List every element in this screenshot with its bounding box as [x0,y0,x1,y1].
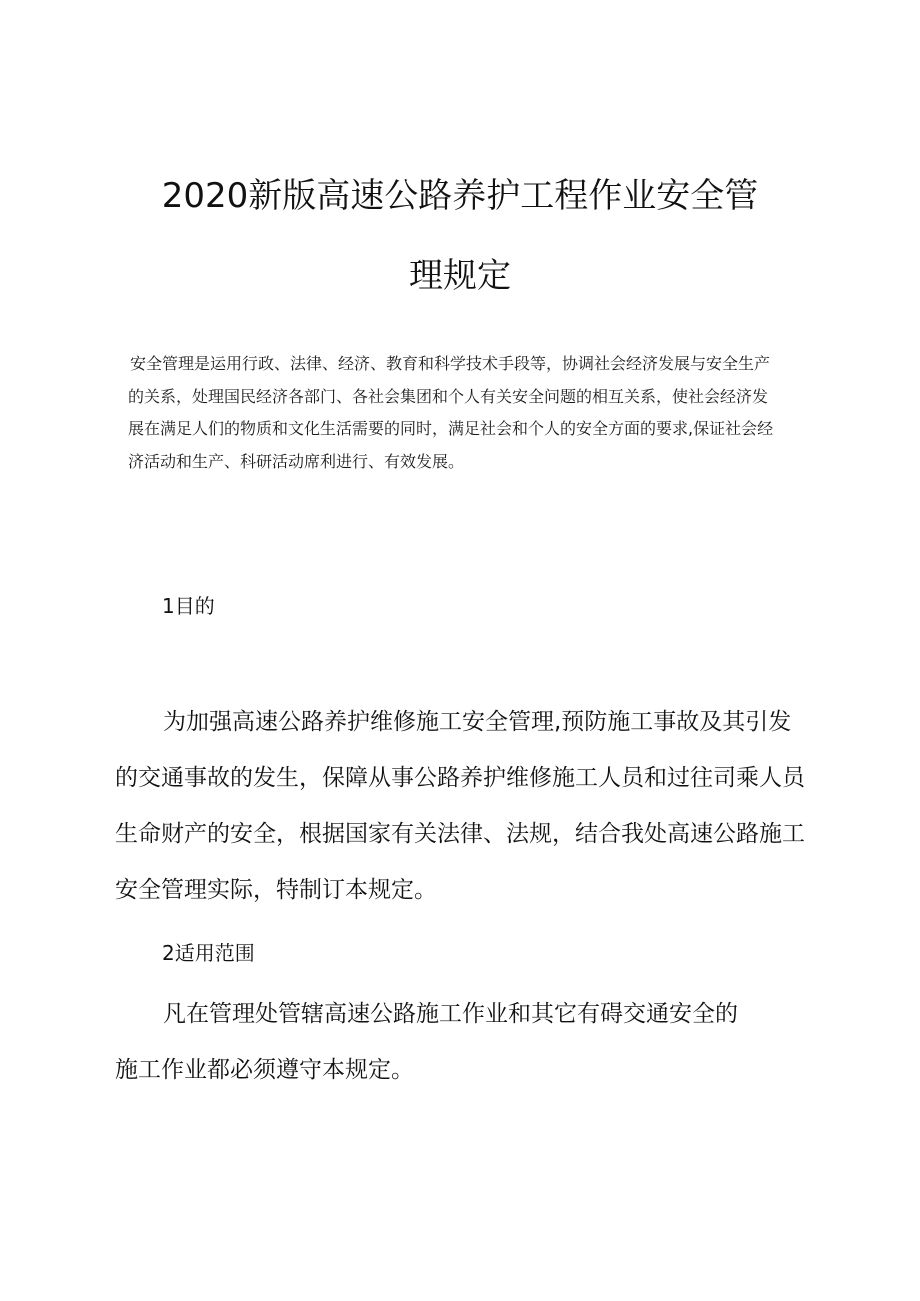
intro-paragraph [128,348,818,478]
scope-paragraph [115,986,815,1098]
document-title-line-2: 理规定 [409,256,511,296]
intro-line: 的关系，处理国民经济各部门、各社会集团和个人有关安全问题的相互关系，使社会经济发 [128,386,769,406]
intro-line: 展在满足人们的物质和文化生活需要的同时，满足社会和个人的安全方面的要求,保证社会经 [128,419,774,438]
intro-line: 安全管理是运用行政、法律、经济、教育和科学技术手段等，协调社会经济发展与安全生产 [130,354,771,373]
paragraph-line: 的交通事故的发生，保障从事公路养护维修施工人员和过往司乘人员 [115,765,805,791]
paragraph-line: 凡在管理处管辖高速公路施工作业和其它有碍交通安全的 [163,1001,738,1027]
section-heading-purpose: 1目的 [162,594,215,618]
paragraph-line: 生命财产的安全，根据国家有关法律、法规，结合我处高速公路施工 [115,821,805,847]
paragraph-line: 为加强高速公路养护维修施工安全管理,预防施工事故及其引发 [163,709,792,735]
document-title-line-1: 2020新版高速公路养护工程作业安全管 [161,176,759,216]
paragraph-line: 安全管理实际，特制订本规定。 [115,877,437,903]
paragraph-line: 施工作业都必须遵守本规定。 [115,1057,414,1083]
intro-line: 济活动和生产、科研活动席利进行、有效发展。 [128,451,465,471]
section-heading-scope: 2适用范围 [162,941,255,965]
purpose-paragraph [115,694,815,918]
